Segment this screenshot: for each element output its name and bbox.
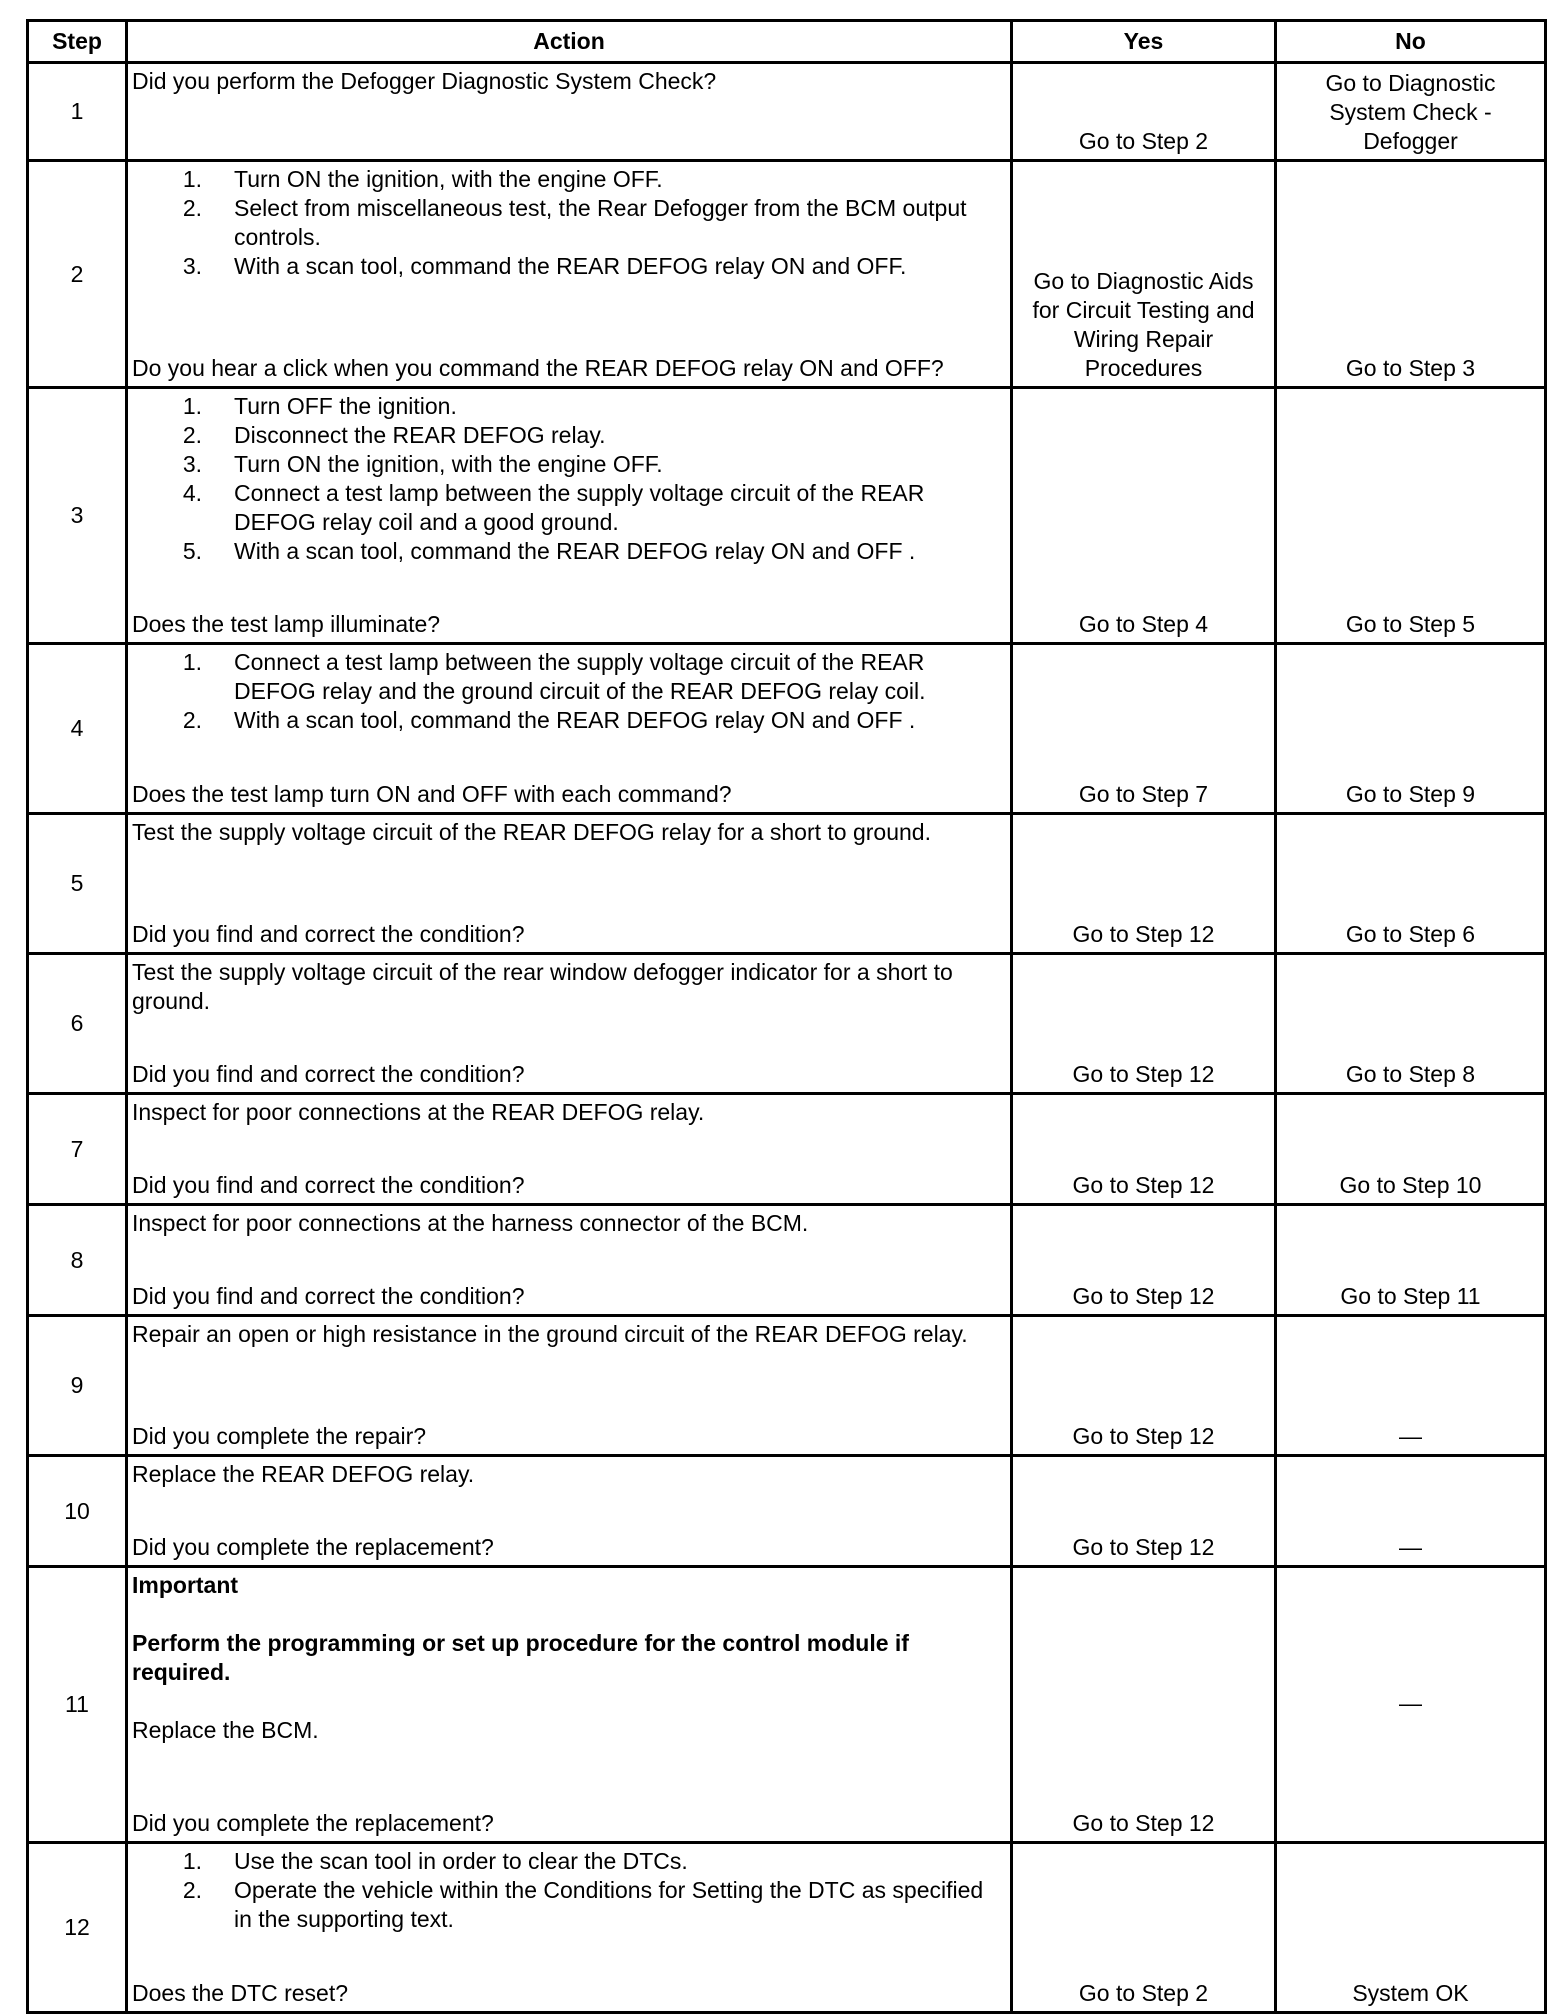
- yes-result: Go to Step 12: [1012, 1316, 1276, 1456]
- procedure-list: [132, 392, 1006, 566]
- no-result: System OK: [1276, 1843, 1546, 2013]
- list-item-text: Operate the vehicle within the Conditions for Setting the DTC as specified in the supporting text.: [234, 1877, 984, 1932]
- yes-result: Go to Step 12: [1012, 1094, 1276, 1205]
- step-number: 3: [28, 388, 127, 644]
- action-text: Test the supply voltage circuit of the rear window defogger indicator for a short to ground.: [132, 959, 953, 1014]
- list-item-number: 1.: [182, 166, 202, 192]
- list-item-text: Connect a test lamp between the supply voltage circuit of the REAR DEFOG relay coil and a good ground.: [234, 480, 925, 535]
- list-item-number: 2.: [182, 707, 202, 733]
- list-item: [132, 421, 1006, 450]
- procedure-list: [132, 1847, 1006, 1934]
- list-item: [132, 252, 1006, 281]
- question-text: Does the test lamp turn ON and OFF with each command?: [132, 781, 732, 807]
- no-result: Go to Step 5: [1276, 388, 1546, 644]
- question-text: Did you find and correct the condition?: [132, 1061, 525, 1087]
- header-action: Action: [127, 21, 1012, 63]
- question-text: Does the DTC reset?: [132, 1980, 349, 2006]
- list-item: [132, 450, 1006, 479]
- action-cell: [127, 954, 1012, 1094]
- yes-result: Go to Step 12: [1012, 814, 1276, 954]
- list-item-text: With a scan tool, command the REAR DEFOG relay ON and OFF .: [234, 538, 916, 564]
- yes-result: Go to Step 12: [1012, 1456, 1276, 1567]
- no-result: —: [1276, 1456, 1546, 1567]
- no-result: Go to Step 11: [1276, 1205, 1546, 1316]
- list-item: [132, 194, 1006, 252]
- step-number: 8: [28, 1205, 127, 1316]
- table-row: [28, 1316, 1546, 1456]
- procedure-list: [132, 648, 1006, 735]
- table-row: [28, 388, 1546, 644]
- question-text: Did you complete the repair?: [132, 1423, 427, 1449]
- no-result: Go to Step 6: [1276, 814, 1546, 954]
- yes-result: Go to Step 4: [1012, 388, 1276, 644]
- table-row: [28, 954, 1546, 1094]
- step-number: 6: [28, 954, 127, 1094]
- header-step: Step: [28, 21, 127, 63]
- yes-result: Go to Step 2: [1012, 63, 1276, 161]
- header-no: No: [1276, 21, 1546, 63]
- action-text: Did you perform the Defogger Diagnostic System Check?: [132, 68, 717, 94]
- list-item-text: Select from miscellaneous test, the Rear Defogger from the BCM output controls.: [234, 195, 967, 250]
- list-item: [132, 537, 1006, 566]
- table-row: [28, 644, 1546, 814]
- yes-result: Go to Step 12: [1012, 1567, 1276, 1843]
- question-text: Did you find and correct the condition?: [132, 1283, 525, 1309]
- step-number: 4: [28, 644, 127, 814]
- no-result: Go to Step 9: [1276, 644, 1546, 814]
- no-result: Go to Step 3: [1276, 161, 1546, 388]
- action-cell: [127, 161, 1012, 388]
- table-row: [28, 1567, 1546, 1843]
- list-item-number: 5.: [182, 538, 202, 564]
- header-yes: Yes: [1012, 21, 1276, 63]
- action-cell: [127, 1316, 1012, 1456]
- action-text: Repair an open or high resistance in the ground circuit of the REAR DEFOG relay.: [132, 1321, 968, 1347]
- no-result: —: [1276, 1316, 1546, 1456]
- table-row: [28, 1094, 1546, 1205]
- action-cell: [127, 1456, 1012, 1567]
- no-result: Go to Step 8: [1276, 954, 1546, 1094]
- list-item-number: 1.: [182, 649, 202, 675]
- list-item-text: Turn ON the ignition, with the engine OFF.: [234, 451, 663, 477]
- list-item-text: Turn ON the ignition, with the engine OFF.: [234, 166, 663, 192]
- step-number: 7: [28, 1094, 127, 1205]
- list-item-text: Connect a test lamp between the supply voltage circuit of the REAR DEFOG relay and the ground circuit of the REAR DEFOG relay coil.: [234, 649, 926, 704]
- list-item-text: Disconnect the REAR DEFOG relay.: [234, 422, 606, 448]
- yes-result: Go to Step 2: [1012, 1843, 1276, 2013]
- header-row: [28, 21, 1546, 63]
- list-item: [132, 392, 1006, 421]
- table-row: [28, 1205, 1546, 1316]
- step-number: 2: [28, 161, 127, 388]
- list-item-number: 2.: [182, 1877, 202, 1903]
- question-text: Does the test lamp illuminate?: [132, 611, 441, 637]
- list-item: [132, 1876, 1006, 1934]
- step-number: 5: [28, 814, 127, 954]
- question-text: Did you find and correct the condition?: [132, 921, 525, 947]
- list-item: [132, 648, 1006, 706]
- procedure-list: [132, 165, 1006, 281]
- action-cell: [127, 388, 1012, 644]
- action-text: Replace the REAR DEFOG relay.: [132, 1461, 475, 1487]
- step-number: 9: [28, 1316, 127, 1456]
- list-item-text: With a scan tool, command the REAR DEFOG relay ON and OFF .: [234, 707, 916, 733]
- action-cell: [127, 814, 1012, 954]
- step-number: 12: [28, 1843, 127, 2013]
- list-item: [132, 165, 1006, 194]
- action-text: Inspect for poor connections at the REAR DEFOG relay.: [132, 1099, 705, 1125]
- action-cell: [127, 1843, 1012, 2013]
- list-item-number: 2.: [182, 195, 202, 221]
- no-result: Go to Step 10: [1276, 1094, 1546, 1205]
- list-item-number: 2.: [182, 422, 202, 448]
- question-text: Do you hear a click when you command the REAR DEFOG relay ON and OFF?: [132, 355, 944, 381]
- action-cell: [127, 1094, 1012, 1205]
- action-text: Replace the BCM.: [132, 1717, 319, 1743]
- list-item-text: Turn OFF the ignition.: [234, 393, 457, 419]
- list-item: [132, 1847, 1006, 1876]
- no-result: Go to Diagnostic System Check - Defogger: [1276, 63, 1546, 161]
- yes-result: Go to Step 12: [1012, 954, 1276, 1094]
- yes-result: Go to Step 12: [1012, 1205, 1276, 1316]
- table-row: [28, 1456, 1546, 1567]
- action-text: Inspect for poor connections at the harness connector of the BCM.: [132, 1210, 809, 1236]
- list-item-text: Use the scan tool in order to clear the DTCs.: [234, 1848, 688, 1874]
- action-cell: [127, 1205, 1012, 1316]
- table-row: [28, 814, 1546, 954]
- important-text: Perform the programming or set up procedure for the control module if required.: [132, 1630, 909, 1685]
- action-cell: [127, 1567, 1012, 1843]
- action-text: Test the supply voltage circuit of the REAR DEFOG relay for a short to ground.: [132, 819, 931, 845]
- list-item: [132, 706, 1006, 735]
- list-item-number: 1.: [182, 1848, 202, 1874]
- yes-result: Go to Step 7: [1012, 644, 1276, 814]
- table-row: [28, 1843, 1546, 2013]
- question-text: Did you find and correct the condition?: [132, 1172, 525, 1198]
- action-cell: [127, 644, 1012, 814]
- important-title: Important: [132, 1572, 239, 1598]
- no-result: —: [1276, 1567, 1546, 1843]
- list-item: [132, 479, 1006, 537]
- list-item-number: 3.: [182, 253, 202, 279]
- action-cell: [127, 63, 1012, 161]
- list-item-number: 4.: [182, 480, 202, 506]
- question-text: Did you complete the replacement?: [132, 1534, 494, 1560]
- table-row: [28, 161, 1546, 388]
- list-item-number: 1.: [182, 393, 202, 419]
- step-number: 10: [28, 1456, 127, 1567]
- diagnostic-table: [26, 19, 1547, 2014]
- table-row: [28, 63, 1546, 161]
- list-item-text: With a scan tool, command the REAR DEFOG relay ON and OFF.: [234, 253, 907, 279]
- question-text: Did you complete the replacement?: [132, 1810, 494, 1836]
- step-number: 11: [28, 1567, 127, 1843]
- yes-result: Go to Diagnostic Aids for Circuit Testing and Wiring Repair Procedures: [1012, 161, 1276, 388]
- step-number: 1: [28, 63, 127, 161]
- list-item-number: 3.: [182, 451, 202, 477]
